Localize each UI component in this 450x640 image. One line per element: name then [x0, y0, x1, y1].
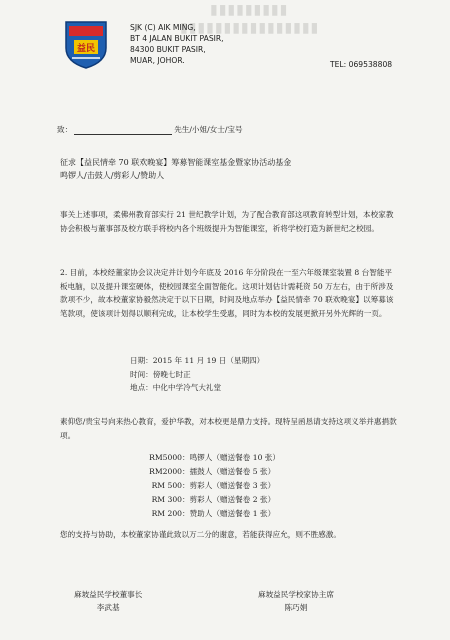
address-line: MUAR, JOHOR.	[130, 56, 185, 65]
donation-tiers	[130, 451, 280, 521]
donation-amount: RM 200	[151, 509, 182, 518]
paragraph-thanks: 您的支持与协助，本校董家协谨此致以万二分的谢意，若能获得应允，则不胜感激。	[60, 530, 341, 539]
donation-row	[130, 465, 280, 479]
show-through-text: ▮▮▮▮▮▮▮▮▮▮▮▮▮▮▮▮	[180, 20, 320, 36]
donation-row	[130, 451, 280, 465]
signature-name: 陈巧娟	[284, 603, 308, 612]
recipient-suffix: 先生/小姐/女士/宝号	[174, 125, 243, 134]
address-line: 84300 BUKIT PASIR,	[130, 45, 206, 54]
donation-amount: RM 500	[151, 481, 182, 490]
address-line: BT 4 JALAN BUKIT PASIR,	[130, 34, 224, 43]
donation-row	[130, 479, 280, 493]
school-telephone: TEL: 069538808	[330, 60, 393, 69]
recipient-blank	[74, 125, 172, 135]
paragraph-intro: 事关上述事项，柔佛州教育部实行 21 世纪教学计划，为了配合教育部这项教育转型计划，本校家教协会积极与董事部及校方联手将校内各个班级提升为智能课室，祈将学校打造为新世纪之校园。	[60, 210, 394, 233]
recipient-line	[57, 124, 243, 135]
signature-chairman	[74, 588, 142, 614]
donation-gift: （赠送餐卷 5 张）	[212, 467, 276, 476]
paragraph-plan: 2. 目前，本校经董家协会议决定并计划今年底及 2016 年分阶段在一至六年级课室装置 8 台智能平板电脑，以及提升课室硬体，使校园课室全面智能化。这项计划估计需耗资 50 万左右，由于所涉及款项不少，故本校董家协毅然决定于以下日期，时间及地点举办【益民情牵 70 联欢晚宴】以筹募该笔款项，使该项计划得以顺利完成，让本校学生受惠，同时为本校的发展更掀开另外光辉的一页。	[60, 268, 394, 318]
donation-row	[130, 493, 280, 507]
paragraph-request: 素仰您/贵宝号向来热心教育，爱护华教，对本校更是鼎力支持。现特呈函恳请支持这项义举并惠捐款项。	[60, 417, 397, 440]
event-details	[130, 354, 330, 395]
signature-pta-chair	[258, 588, 334, 614]
event-time: 时间：傍晚七时正	[130, 369, 191, 379]
subject-line: 鸣锣人/击鼓人/剪彩人/赞助人	[60, 171, 165, 180]
letter-subject	[60, 156, 380, 182]
donation-gift: （赠送餐卷 2 张）	[212, 495, 276, 504]
school-crest-logo	[60, 18, 112, 70]
donation-amount: RM5000	[149, 453, 182, 462]
school-address	[130, 22, 224, 66]
subject-line: 征求【益民情牵 70 联欢晚宴】筹募智能课室基金暨家协活动基金	[60, 158, 292, 167]
donation-role: ：擂鼓人	[182, 467, 213, 476]
show-through-text: ▮▮▮▮▮▮▮▮▮	[210, 2, 289, 18]
event-date: 日期：2015 年 11 月 19 日（星期四）	[130, 356, 265, 365]
event-venue: 地点：中化中学冷气大礼堂	[130, 383, 222, 392]
signature-title: 麻坡益民学校董事长	[74, 590, 143, 599]
signature-title: 麻坡益民学校家协主席	[258, 590, 334, 599]
donation-role: ：剪彩人	[182, 481, 213, 490]
donation-role: ：鸣锣人	[182, 453, 213, 462]
donation-row	[130, 507, 280, 521]
donation-role: ：赞助人	[182, 509, 213, 518]
donation-amount: RM2000	[149, 467, 182, 476]
donation-gift: （赠送餐卷 3 张）	[212, 481, 276, 490]
signature-name: 李武基	[96, 603, 120, 612]
school-name: SJK (C) AIK MING,	[130, 23, 196, 32]
donation-amount: RM 300	[151, 495, 182, 504]
donation-gift: （赠送餐卷 10 张）	[212, 453, 281, 462]
donation-role: ：剪彩人	[182, 495, 213, 504]
svg-text:益民: 益民	[76, 44, 96, 54]
recipient-prefix: 致：	[57, 125, 73, 134]
donation-gift: （赠送餐卷 1 张）	[212, 509, 276, 518]
